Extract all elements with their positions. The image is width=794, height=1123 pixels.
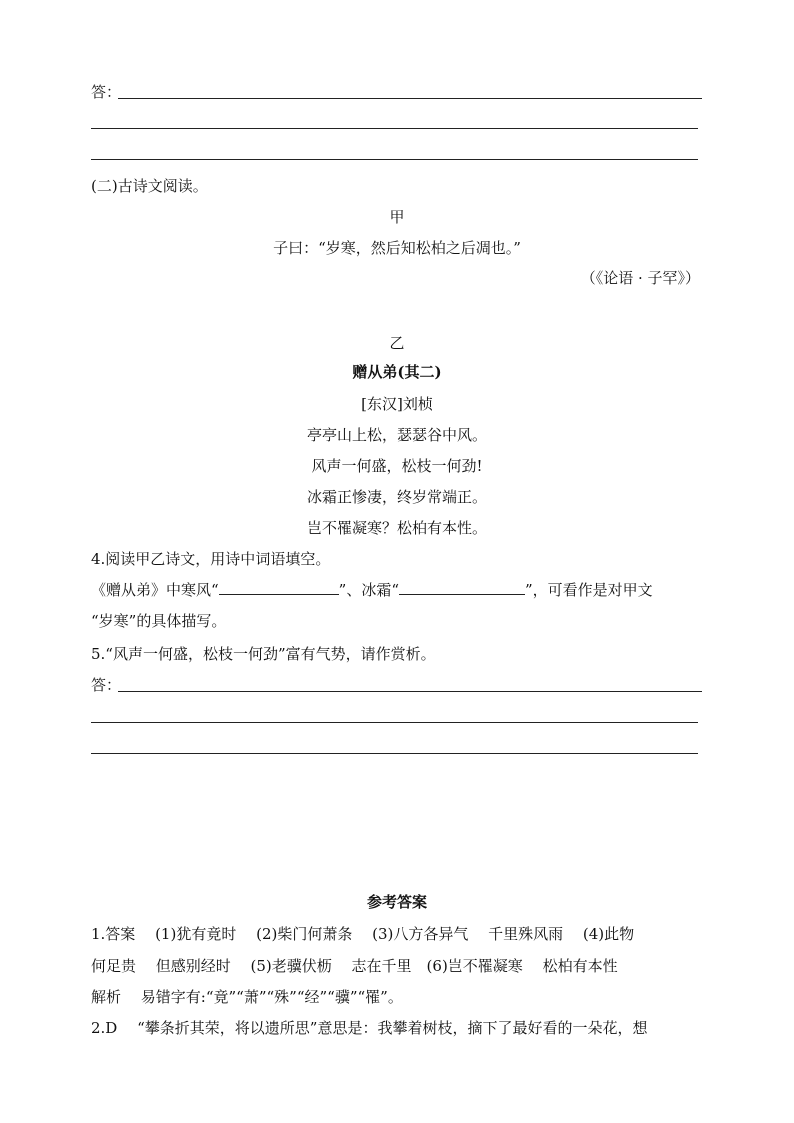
question-4-prompt: 4.阅读甲乙诗文，用诗中词语填空。 (91, 550, 331, 568)
reference-line: 1.答案 (1)犹有竟时 (2)柴门何萧条 (3)八方各异气 千里殊风雨 (4)此物 (91, 925, 635, 943)
answer-line (91, 753, 698, 754)
section-title: (二)古诗文阅读。 (91, 177, 208, 195)
answer-line (91, 128, 698, 129)
answer-label: 答： (91, 676, 122, 694)
answer-line (91, 722, 698, 723)
fill-blank[interactable] (399, 580, 525, 595)
passage-jia-source: （《论语 · 子罕》） (580, 269, 700, 287)
fill-text: ”，可看作是对甲文 (525, 581, 653, 599)
reference-title: 参考答案 (366, 893, 427, 911)
fill-text: 《赠从弟》中寒风“ (91, 581, 219, 599)
question-5-prompt: 5.“风声一何盛，松枝一何劲”富有气势，请作赏析。 (91, 645, 436, 663)
reference-line: 何足贵 但感别经时 (5)老骥伏枥 志在千里 (6)岂不罹凝寒 松柏有本性 (91, 957, 618, 975)
passage-jia-marker: 甲 (389, 208, 405, 226)
answer-label: 答： (91, 83, 122, 101)
fill-blank[interactable] (219, 580, 339, 595)
answer-line (91, 159, 698, 160)
answer-line (118, 98, 702, 99)
poem-line: 亭亭山上松，瑟瑟谷中风。 (306, 426, 487, 444)
poem-line: 风声一何盛，松枝一何劲! (311, 457, 483, 475)
poem-title: 赠从弟(其二) (352, 363, 442, 381)
poem-line: 岂不罹凝寒？松柏有本性。 (306, 519, 487, 537)
reference-line: 2.D “攀条折其荣，将以遗所思”意思是：我攀着树枝，摘下了最好看的一朵花，想 (91, 1019, 648, 1037)
poem-line: 冰霜正惨凄，终岁常端正。 (306, 488, 487, 506)
reference-line: 解析 易错字有:“竟”“萧”“殊”“经”“骥”“罹”。 (91, 988, 403, 1006)
poem-author: [东汉]刘桢 (361, 395, 433, 413)
question-4-fill-line2: “岁寒”的具体描写。 (91, 612, 227, 630)
passage-jia-text: 子曰：“岁寒，然后知松柏之后凋也。” (273, 239, 521, 257)
passage-yi-marker: 乙 (389, 334, 405, 352)
question-4-fill-line (91, 580, 653, 600)
fill-text: ”、冰霜“ (338, 581, 400, 599)
answer-line (118, 691, 702, 692)
